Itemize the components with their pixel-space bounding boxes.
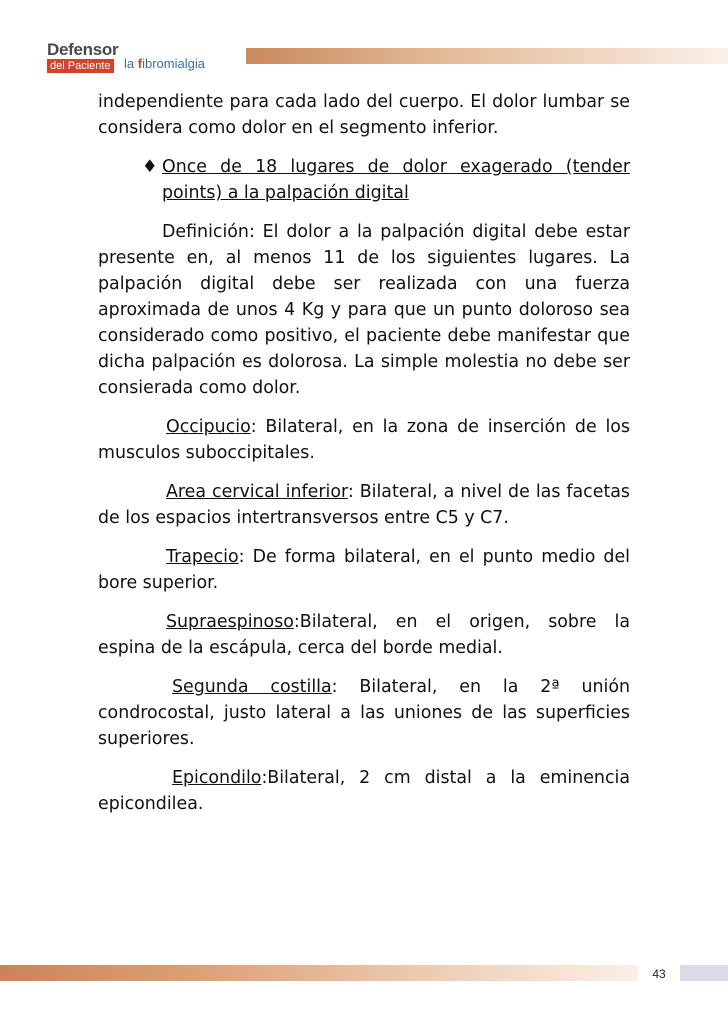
logo-defensor: Defensor (47, 40, 119, 59)
paragraph-intro: independiente para cada lado del cuerpo. El dolor lumbar se considera como dolor en el segmento inferior. (98, 92, 630, 138)
tender-point-cervical (98, 479, 630, 531)
footer-side-bar (680, 965, 728, 981)
diamond-bullet-icon: ♦ (142, 157, 158, 177)
logo-sub-f: f (137, 56, 143, 71)
term-epicondilo: Epicondilo (172, 768, 262, 788)
term-costilla: Segunda costilla (172, 677, 332, 697)
term-cervical: Area cervical inferior (166, 482, 348, 502)
bullet-item (98, 154, 630, 206)
term-supraespinoso: Supraespinoso (166, 612, 294, 632)
paragraph-definicion (98, 219, 630, 401)
logo-sub-prefix: la (124, 56, 138, 71)
desc-costilla: : Bilateral, en la 2ª unión condrocostal, justo lateral a las uniones de las superficies superiores. (98, 677, 630, 749)
desc-supraespinoso: :Bilateral, en el origen, sobre la espina de la escápula, cerca del borde medial. (98, 612, 630, 658)
definicion-text: Definición: El dolor a la palpación digital debe estar presente en, al menos 11 de los siguientes lugares. La palpación digital debe ser realizada con una fuerza aproximada de unos 4 Kg y para que un punto doloroso sea considerado como positivo, el paciente debe manifestar que dicha palpación es dolorosa. La simple molestia no debe ser consierada como dolor. (98, 222, 630, 398)
tender-point-trapecio (98, 544, 630, 596)
tender-point-epicondilo (98, 765, 630, 817)
page-number: 43 (652, 967, 666, 981)
tender-point-costilla (98, 674, 630, 752)
logo-del-paciente: del Paciente (47, 59, 114, 73)
page-header (0, 38, 728, 78)
tender-point-occipucio (98, 414, 630, 466)
footer-decorative-bar (0, 965, 638, 981)
logo-sub-rest: ibromialgia (142, 56, 205, 71)
header-decorative-bar (246, 48, 728, 64)
page-content (98, 89, 630, 817)
desc-occipucio: : Bilateral, en la zona de inserción de los musculos suboccipitales. (98, 417, 630, 463)
term-trapecio: Trapecio (166, 547, 239, 567)
desc-epicondilo: :Bilateral, 2 cm distal a la eminencia epicondilea. (98, 768, 630, 814)
term-occipucio: Occipucio (166, 417, 251, 437)
tender-point-supraespinoso (98, 609, 630, 661)
desc-trapecio: : De forma bilateral, en el punto medio del bore superior. (98, 547, 630, 593)
bullet-text: Once de 18 lugares de dolor exagerado (tender points) a la palpación digital (162, 157, 630, 203)
logo-subtitle (124, 56, 205, 71)
desc-cervical: : Bilateral, a nivel de las facetas de los espacios intertransversos entre C5 y C7. (98, 482, 630, 528)
